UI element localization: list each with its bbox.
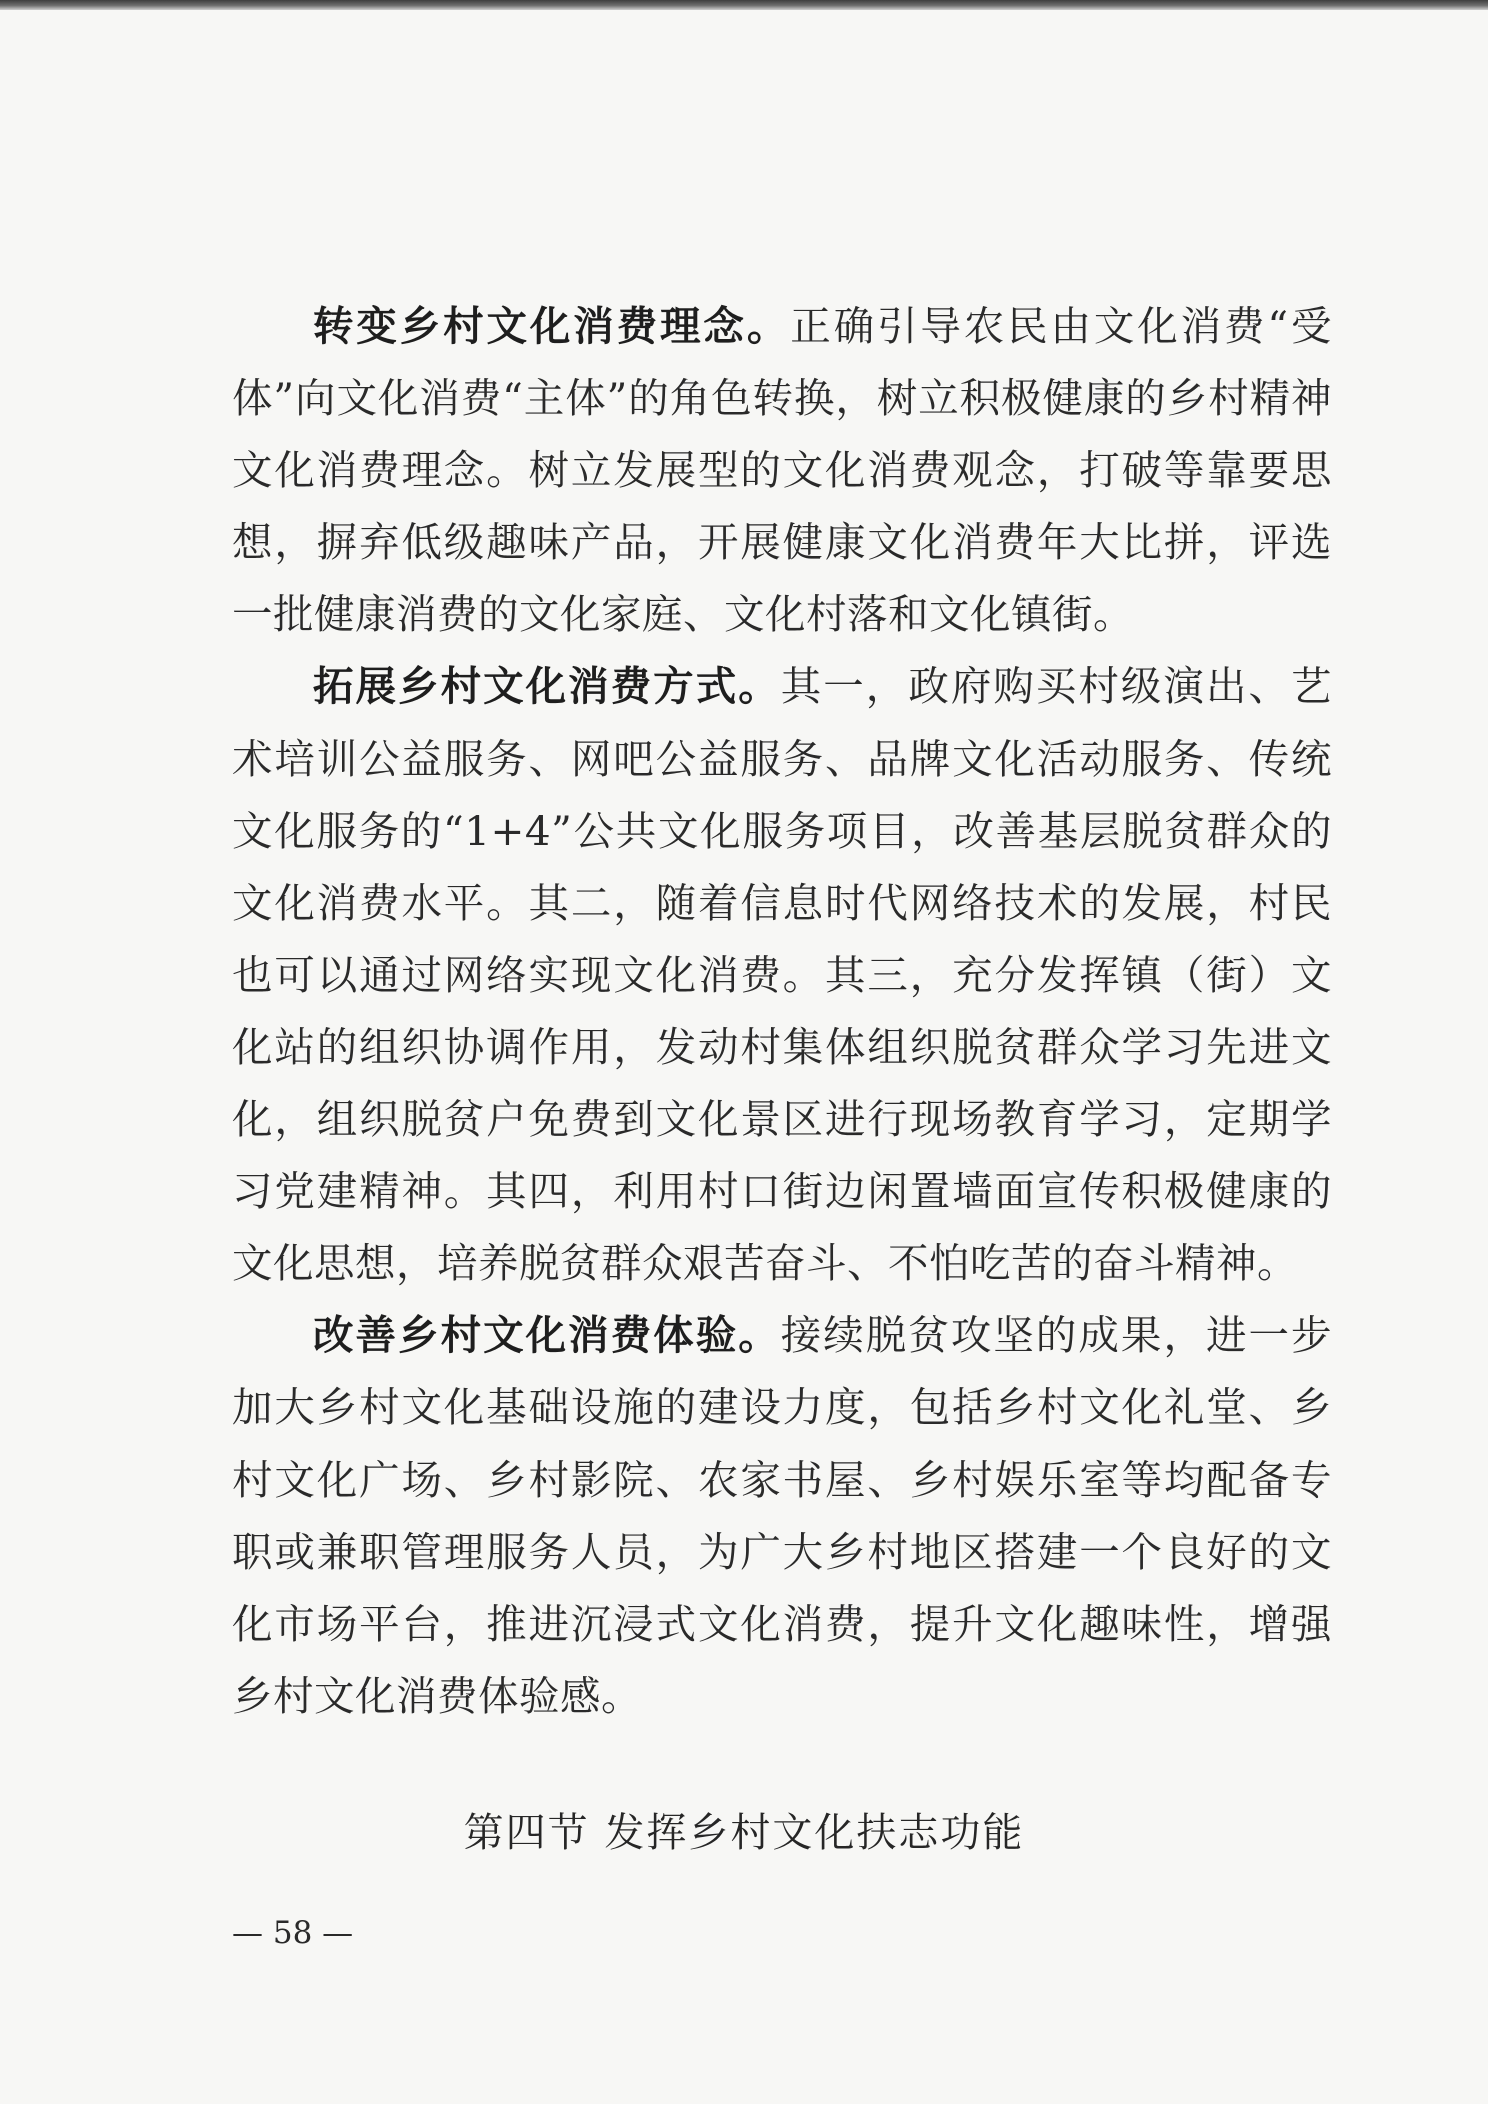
paragraph-lead-heading: 改善乡村文化消费体验。 — [313, 1311, 781, 1360]
paragraph-text: 其一，政府购买村级演出、艺术培训公益服务、网吧公益服务、品牌文化活动服务、传统文化服务的“1+4”公共文化服务项目，改善基层脱贫群众的文化消费水平。其二，随着信息时代网络技术的发展，村民也可以通过网络实现文化消费。其三，充分发挥镇（街）文化站的组织协调作用，发动村集体组织脱贫群众学习先进文化，组织脱贫户免费到文化景区进行现场教育学习，定期学习党建精神。其四，利用村口街边闲置墙面宣传积极健康的文化思想，培养脱贫群众艰苦奋斗、不怕吃苦的奋斗精神。 — [232, 662, 1333, 1288]
paragraph-cultural-consumption-experience — [232, 1299, 1332, 1732]
document-body — [232, 290, 1332, 1732]
paragraph-cultural-consumption-concept — [232, 290, 1332, 650]
section-heading: 第四节 发挥乡村文化扶志功能 — [463, 1810, 1025, 1856]
scan-top-edge — [0, 0, 1488, 10]
paragraph-cultural-consumption-methods — [232, 650, 1332, 1299]
paragraph-lead-heading: 拓展乡村文化消费方式。 — [313, 662, 781, 711]
paragraph-text: 接续脱贫攻坚的成果，进一步加大乡村文化基础设施的建设力度，包括乡村文化礼堂、乡村文化广场、乡村影院、农家书屋、乡村娱乐室等均配备专职或兼职管理服务人员，为广大乡村地区搭建一个良好的文化市场平台，推进沉浸式文化消费，提升文化趣味性，增强乡村文化消费体验感。 — [232, 1311, 1333, 1720]
paragraph-lead-heading: 转变乡村文化消费理念。 — [313, 302, 791, 350]
page-number: — 58 — — [232, 1915, 354, 1951]
paragraph-text: 正确引导农民由文化消费“受体”向文化消费“主体”的角色转换，树立积极健康的乡村精神文化消费理念。树立发展型的文化消费观念，打破等靠要思想，摒弃低级趣味产品，开展健康文化消费年大比拼，评选一批健康消费的文化家庭、文化村落和文化镇街。 — [232, 302, 1332, 639]
